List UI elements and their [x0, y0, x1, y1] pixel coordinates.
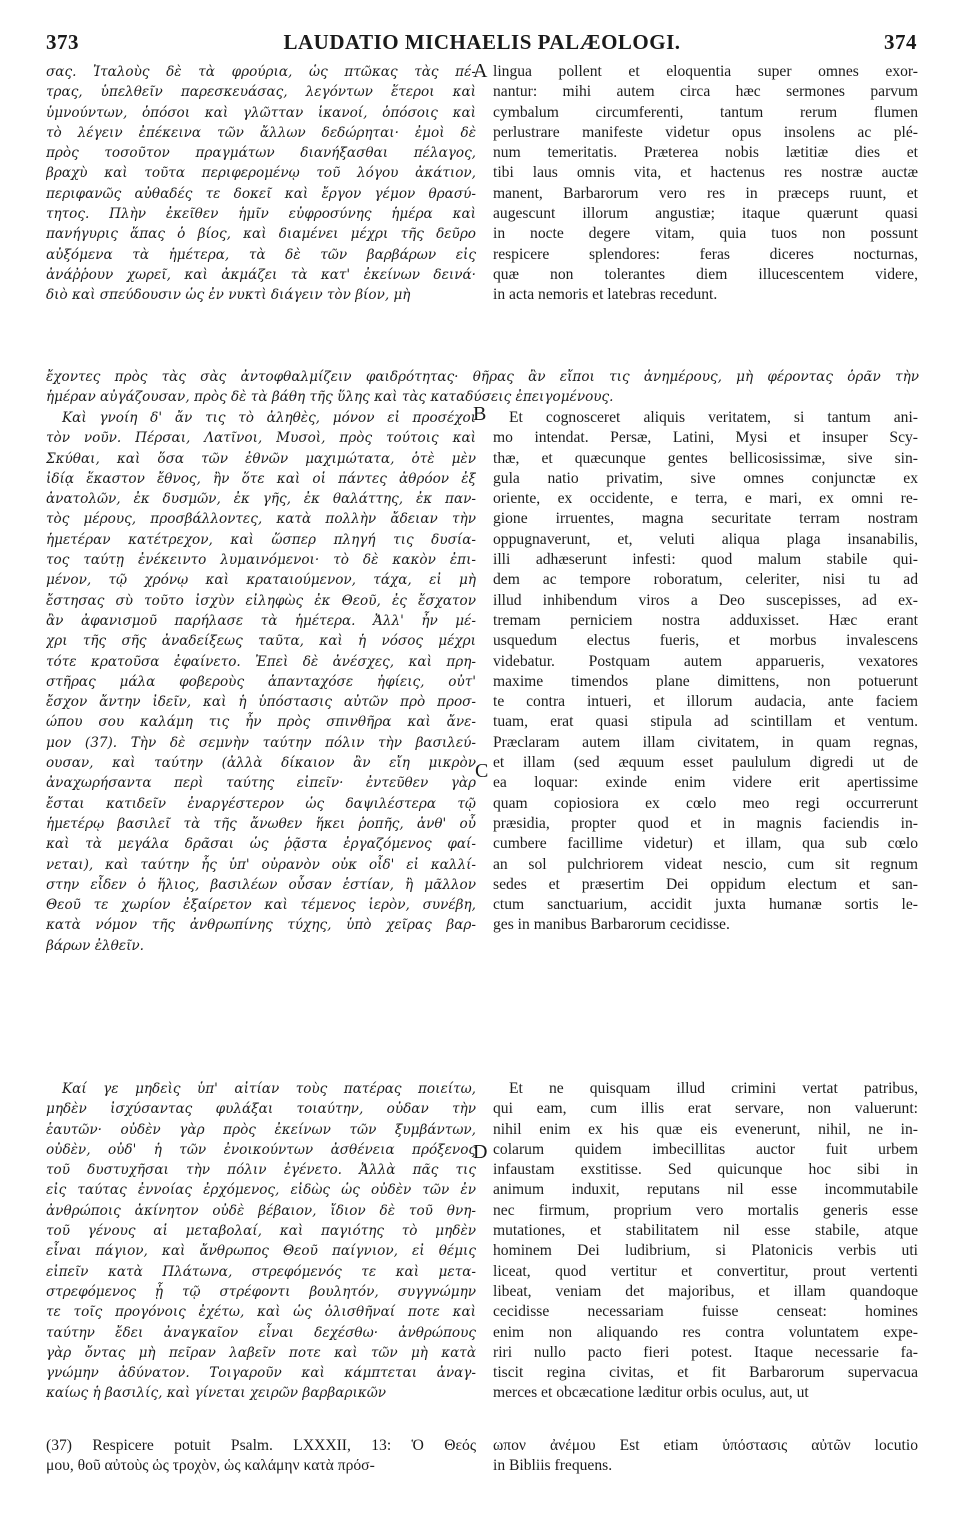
text-line: mo intendat. Persæ, Latini, Mysi et insuper Scy-	[493, 429, 918, 447]
text-line: τὸν νοῦν. Πέρσαι, Λατῖνοι, Μυσοὶ, πρὸς τούτοις καὶ	[46, 430, 476, 447]
text-line: πρὸς τοσοῦτον πραγμάτων διανήξασθαι πέλαγος,	[46, 145, 476, 162]
text-line: τὸς μέρους, προσβάλλοντες, κατὰ πολλὴν ἄδειαν τὴν	[46, 511, 476, 528]
text-line: ἀνθρώποις ἀκίνητον οὐδὲ βέβαιον, ἴδιον δὲ τοῦ θνη-	[46, 1202, 476, 1219]
text-line: ἡμετέραν κατέτρεχον, καὶ ὥσπερ πληγή τις δυσία-	[46, 531, 476, 548]
text-line: στρεφόμενος ᾗ τῷ στρέφοντι βουλητόν, συγγνώμην	[46, 1283, 476, 1300]
text-line: Θεοῦ τε χωρίον ἐξαίρετον καὶ τέμενος ἱερὸν, συνέβη,	[46, 897, 476, 914]
text-line: Καί γε μηδεὶς ὑπ' αἰτίαν τοὺς πατέρας ποιείτω,	[62, 1081, 476, 1097]
text-line: nantur: mihi autem circa hæc sermones parvum	[493, 83, 918, 101]
text-line: Καὶ γνοίη δ' ἄν τις τὸ ἀληθὲς, μόνον εἰ προσέχοι	[62, 410, 476, 426]
text-line: βάρων ἐλθεῖν.	[46, 937, 145, 954]
text-line: ἔσται κατιδεῖν ἐναργέστερον ὡς δαψιλέστερα τῷ	[46, 795, 476, 812]
text-line: præsidia, propter quod et in magnis faciendis in-	[493, 814, 918, 832]
text-line: num temeritatis. Præterea nobis lætitiæ dies et	[493, 144, 918, 162]
text-line: Præclaram autem illam civitatem, in quam regnas,	[493, 733, 918, 751]
text-line: sedes et præsertim Dei oppidum electum et san-	[493, 875, 918, 893]
text-line: nihil enim ex his quæ eis evenerunt, nihil, ne in-	[493, 1120, 918, 1138]
text-line: oriente, ex occidente, e terra, e mari, ex omni re-	[493, 490, 918, 508]
text-line: merces et obcæcatione læditur orbis oculus, aut, ut	[493, 1384, 809, 1402]
text-line: infaustam exstitisse. Sed quicunque hoc sibi in	[493, 1161, 918, 1179]
text-line: colarum quidem imbecillitas auctor fuit urbem	[493, 1140, 918, 1158]
text-line: gione irruentes, magna securitate terram nostram	[493, 510, 918, 528]
text-line: gula natio privatim, sive omnes conjunctæ ex	[493, 469, 918, 487]
text-line: te contra intueri, et illorum audacia, ante faciem	[493, 693, 918, 711]
text-line: illi adhæserunt infesti: quod malum stabile qui-	[493, 551, 918, 569]
text-line: τος ταύτῃ ἐνέκειντο λυμαινόμενοι· τὸ δὲ κακὸν ἐπι-	[46, 552, 476, 569]
page-number-left: 373	[46, 30, 79, 54]
text-line: εἰπεῖν κατὰ Πλάτωνα, στρεφόμενός τε καὶ μετα-	[46, 1263, 476, 1280]
text-line: tuam, erat quasi stipula ad scintillam et ventum.	[493, 713, 918, 731]
text-line: ωπον ἀνέμου Est etiam ὑπόστασις αὐτῶν locutio	[493, 1437, 918, 1454]
text-line: qui eam, cum illis erat servare, non valuerunt:	[493, 1100, 918, 1118]
text-line: cecidisse necessariam fuisse censeat: homines	[493, 1303, 918, 1321]
text-line: ὑμνούντων, ὁπόσοι καὶ γλῶτταν ἱκανοί, ὁπόσοις καὶ	[46, 104, 476, 121]
text-line: thæ, et quæcunque gentes bellicosissimæ, sive sin-	[493, 449, 918, 467]
text-line: in nocte degere vitam, quia tuos non possunt	[493, 225, 918, 243]
running-title	[0, 30, 964, 55]
text-line: στην εἶδεν ὁ ἥλιος, βασιλέων οὖσαν ἑστίαν, ἢ μᾶλλον	[46, 876, 476, 893]
text-line: διὸ καὶ σπεύδουσιν ὡς ἐν νυκτὶ διάγειν τὸν βίον, μὴ	[46, 287, 411, 304]
text-line: usquedum electus fueris, et morbus invalescens	[493, 632, 918, 650]
text-line: ἔχοντες πρὸς τὰς σὰς ἀντοφθαλμίζειν φαιδρότητας· θῆρας ἂν εἴποι τις ἀνημέρους, μὴ φέροντας ὁρᾶν τὴν	[46, 369, 919, 385]
latin-column-section-2	[493, 408, 918, 936]
text-line: καὶ τὰ μεγάλα δρᾶσαι ὡς ῥᾷστα ἐργαζόμενος φαί-	[46, 836, 476, 853]
text-line: γὰρ ὄντας μὴ πεῖραν λαβεῖν ποτε καὶ τῶν μὴ κατὰ	[46, 1344, 476, 1361]
margin-letter-d: D	[473, 1141, 488, 1163]
text-line: ea loquar: exinde enim videre erit apertissime	[493, 774, 918, 792]
text-line: κατὰ νόμον τῆς ἀνθρωπίνης τύχης, ὑπὸ χεῖρας βαρ-	[46, 917, 476, 934]
text-line: μου, θοῦ αὐτοὺς ὡς τροχὸν, ὡς καλάμην κατὰ πρόσ-	[46, 1457, 375, 1475]
text-line: in acta nemoris et latebras recedunt.	[493, 286, 718, 304]
margin-letter-b: B	[473, 403, 487, 425]
text-line: videbatur. Postquam autem apparueris, vexatores	[493, 652, 918, 670]
text-line: ἰδίᾳ ἕκαστον ἔθνος, ἢν ὅτε καὶ οἱ πάντες ἀθρόον ἐξ	[46, 470, 476, 487]
text-line: ἔσχον ἄντην ἰδεῖν, καὶ ἡ ὑπόστασις αὐτῶν πρὸ προσ-	[46, 694, 476, 711]
margin-letter-c: C	[475, 760, 489, 782]
text-line: ἡμετέρῳ βασιλεῖ τὰ τῆς ἄνωθεν ἥκει ῥοπῆς, ἀνθ' οὗ	[46, 815, 476, 832]
footnote-37-continuation	[493, 1436, 918, 1477]
text-line: cymbalum circumferenti, tantum rerum flumen	[493, 103, 918, 121]
text-line: μένον, τῷ χρόνῳ καὶ κραταιούμενον, τάχα, εἰ μὴ	[46, 572, 476, 589]
text-line: oppugnaverunt, et, veluti aliqua plaga insanabilis,	[493, 530, 918, 548]
text-line: dem ac tempore roboratum, celeriter, nisi tu ad	[493, 571, 918, 589]
text-line: quam copiosiora ex cœlo meo regi occurrerunt	[493, 794, 918, 812]
text-line: Et ne quisquam illud crimini vertat patribus,	[509, 1080, 918, 1097]
text-line: perlustrare manifeste videtur opus insolens ac plé-	[493, 123, 918, 141]
text-line: riri nullo pacto fieri potest. Itaque necessarie fa-	[493, 1343, 918, 1361]
text-line: εἰς ταύτας ἐννοίας ἐρχόμενος, εἰδὼς ὡς οὐδὲν τῶν ἐν	[46, 1182, 476, 1199]
text-line: σας. Ἰταλοὺς δὲ τὰ φρούρια, ὡς πτῶκας τὰς πέ-	[46, 64, 476, 80]
text-line: τρας, ὑπελθεῖν παρεσκευάσας, λεγόντων ἕτεροι καὶ	[46, 84, 476, 101]
greek-column-section-2	[46, 408, 476, 956]
text-line: τε τοῖς προγόνοις ἐχέτω, καὶ ὡς ὀλισθῆναί ποτε καὶ	[46, 1304, 476, 1321]
text-line: τητος. Πλὴν ἐκεῖθεν ἡμῖν εὐφροσύνης ἡμέρα καὶ	[46, 206, 476, 223]
page-number-right: 374	[884, 30, 917, 54]
text-line: tiscit regina civitas, et fit Barbarorum supervacua	[493, 1364, 918, 1382]
text-line: χρι τῆς σῆς ἀναδείξεως ταῦτα, καὶ ἡ νόσος μέχρι	[46, 633, 476, 650]
text-line: augescunt illorum angustiæ; itaque quærunt quasi	[493, 205, 918, 223]
text-line: ἡμέραν αὐγάζουσαν, πρὸς δὲ τὰ βάθη τῆς ὕλης καὶ τὰς καταδύσεις ἐπειγομένους.	[46, 389, 614, 406]
latin-column-section-3	[493, 1079, 918, 1404]
text-line: ἀνάῤῥουν χωρεῖ, καὶ ἀκμάζει τὰ κατ' ἐκείνων δεινά·	[46, 266, 476, 283]
text-line: mutationes, et stabilitatem nil esse stabile, atque	[493, 1222, 918, 1240]
text-line: ἑαυτῶν· οὐδὲν γὰρ πρὸς ἐκείνων τῶν ξυμβάντων,	[46, 1121, 476, 1138]
text-line: (37) Respicere potuit Psalm. LXXXII, 13: Ὁ Θεός	[46, 1437, 476, 1454]
text-line: an sol pulchriorem videat nescio, cum sit regnum	[493, 855, 918, 873]
text-line: βραχὺ καὶ τοῦτα περιφερομένῳ τοῦ λόγου ἀκάτιον,	[46, 165, 476, 182]
running-title-text: LAUDATIO MICHAELIS PALÆOLOGI.	[283, 30, 681, 54]
text-line: τοῦ γένους αἱ μεταβολαί, καὶ παγιότης τὸ μηδὲν	[46, 1223, 476, 1240]
text-line: αὐξόμενα τὰ ἡμέτερα, τὰ δὲ τῶν βαρβάρων εἰς	[46, 246, 476, 263]
text-line: Σκύθαι, καὶ ὅσα τῶν ἐθνῶν μαχιμώτατα, ὁτὲ μὲν	[46, 450, 476, 467]
text-line: animum induxit, reputans nil esse incommutabile	[493, 1181, 918, 1199]
text-line: οὐδὲν, οὐδ' ἡ τῶν ἐνοικούντων ἀσθένεια πρόξενος	[46, 1141, 476, 1158]
text-line: enim non aliquando res contra voluntatem expe-	[493, 1323, 918, 1341]
text-line: in Bibliis frequens.	[493, 1457, 613, 1475]
greek-full-width-lines	[46, 367, 919, 408]
text-line: Et cognosceret aliquis veritatem, si tantum ani-	[509, 409, 918, 426]
footnote-37	[46, 1436, 476, 1477]
text-line: ώπου σου καλάμη τις ἦν πρὸς σπινθῆρα καὶ ἄνε-	[46, 714, 476, 731]
text-line: tremam perniciem nostra adduxisset. Hæc erant	[493, 611, 918, 629]
text-line: ταύτην ἔδει ἀναγκαῖον εἶναι δεχέσθω· ἀνθρώπους	[46, 1324, 476, 1341]
text-line: hominem Dei ludibrium, si Platonicis verbis uti	[493, 1242, 918, 1260]
text-line: liceat, quod vertitur et convertitur, prout vertenti	[493, 1262, 918, 1280]
text-line: ctum sanctuarium, accidit juxta humanæ sortis le-	[493, 896, 918, 914]
greek-column-section-1	[46, 62, 476, 306]
text-line: γνώμην ἀδύνατον. Τοιγαροῦν καὶ κάμπτεται ἀναγ-	[46, 1365, 476, 1382]
text-line: ουσαν, καὶ ταύτην (ἀλλὰ δίκαιον ἂν εἴη μικρὸν	[46, 755, 476, 772]
margin-letter-a: A	[473, 60, 488, 82]
text-line: respicere splendores: feras diceres nocturnas,	[493, 245, 918, 263]
text-line: μηδὲν ἰσχύσαντας φυλάξαι τοιαύτην, οὐδαν τὴν	[46, 1101, 476, 1118]
text-line: εἶναι πάγιον, καὶ ἄνθρωπος Θεοῦ παίγνιον, εἰ θέμις	[46, 1243, 476, 1260]
text-line: ἂν ἀφανισμοῦ παρήλασε τὰ ἡμέτερα. Ἀλλ' ἦν μέ-	[46, 612, 476, 629]
text-line: tibi laus omnis vita, et hactenus res nostræ auctæ	[493, 164, 918, 182]
text-line: πανήγυρις ἅπας ὁ βίος, καὶ διαμένει μέχρι τῆς δεῦρο	[46, 226, 476, 243]
text-line: lingua pollent et eloquentia super omnes exor-	[493, 63, 918, 80]
text-line: cumbere facillime videtur) et illam, qua sub cœlo	[493, 835, 918, 853]
text-line: ἀνατολῶν, ἐκ δυσμῶν, ἐκ γῆς, ἐκ θαλάττης, ἐκ παν-	[46, 491, 476, 508]
text-line: quæ non tolerantes diem illucescentem videre,	[493, 265, 918, 283]
text-line: et illam (sed æquum esset paululum digredi ut de	[493, 754, 918, 772]
text-line: τότε κρατοῦσα ἐφαίνετο. Ἐπεὶ δὲ ἀνέσχες, καὶ πρη-	[46, 653, 476, 670]
text-line: ἀναχωρήσαντα περὶ ταύτης εἰπεῖν· ἐντεῦθεν γὰρ	[46, 775, 476, 792]
text-line: περιφανῶς αὐθαδές τε δοκεῖ καὶ ἔργον γέμον θρασύ-	[46, 185, 476, 202]
text-line: νεται), καὶ ταύτην ἧς ὑπ' οὐρανὸν οὐκ οἶδ' εἰ καλλί-	[46, 856, 476, 873]
greek-column-section-3	[46, 1079, 476, 1404]
latin-column-section-1	[493, 62, 918, 306]
text-line: nec firmum, proprium vero mortalis generis esse	[493, 1201, 918, 1219]
text-line: ges in manibus Barbarorum cecidisse.	[493, 916, 730, 934]
text-line: στῆρας μάλα φοβεροὺς ἁπανταχόσε ἠφίεις, οὐτ'	[46, 673, 476, 690]
text-line: τὸ λέγειν ἐπέκεινα τῶν ἄλλων δεδώρηται· ἐμοὶ δὲ	[46, 124, 476, 141]
text-line: illud inhibendum viros a Deo suscepisses, ad ex-	[493, 591, 918, 609]
text-line: libeat, veniam det majoribus, et illam quandoque	[493, 1282, 918, 1300]
text-line: maxime timendos plane dimittens, non potuerunt	[493, 672, 918, 690]
text-line: manent, Barbarorum vero res in præceps ruunt, et	[493, 184, 918, 202]
text-line: τοῦ δυστυχῆσαι τὴν πόλιν ἐγένετο. Ἀλλὰ πᾶς τις	[46, 1162, 476, 1179]
text-line: καίως ἡ βασιλίς, καὶ γίνεται χειρῶν βαρβαρικῶν	[46, 1385, 387, 1402]
text-line: ἔστησας σὺ τοῦτο ἰσχὺν εἰληφὼς ἐκ Θεοῦ, ἐς ἔσχατον	[46, 592, 476, 609]
text-line: μον (37). Τὴν δὲ σεμνὴν ταύτην πόλιν τὴν βασιλεύ-	[46, 734, 476, 751]
